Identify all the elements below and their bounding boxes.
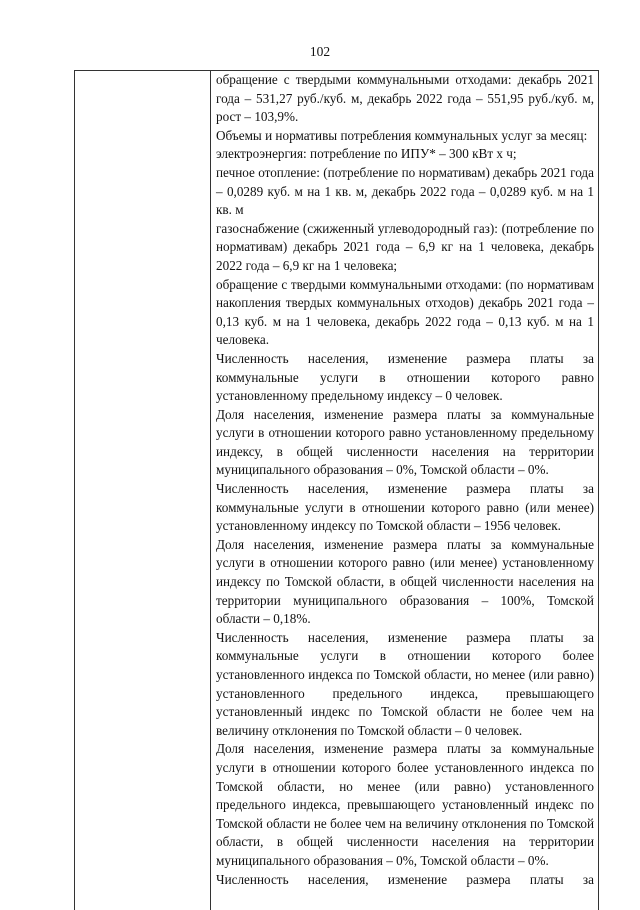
paragraph-population-above-index: Численность населения, изменение размера платы за коммунальные услуги в отношении которого более установленного индекса по Томской области, но менее (или равно) установленного предельного индекса, превышающего установленный индекс по Томской области не более чем на величину отклонения по Томской области – 0 человек.: [216, 629, 594, 738]
paragraph-share-regional-index: Доля населения, изменение размера платы за коммунальные услуги в отношении которого равно (или менее) установленному индексу по Томской области, в общей численности населения на территории муниципального образования – 100%, Томской области – 0,18%.: [216, 536, 594, 627]
paragraph-share-limit-index: Доля населения, изменение размера платы за коммунальные услуги в отношении которого равно установленному предельному индексу, в общей численности населения на территории муниципального образования – 0%, Томской области – 0%.: [216, 406, 594, 478]
document-table: [74, 70, 599, 910]
paragraph-tko-norms: обращение с твердыми коммунальными отходами: (по нормативам накопления твердых коммунальных отходов) декабрь 2021 года – 0,13 куб. м на 1 человека, декабрь 2022 года – 0,13 куб. м на 1 человека.: [216, 276, 594, 348]
paragraph-tko-tariff: обращение с твердыми коммунальными отходами: декабрь 2021 года – 531,27 руб./куб. м, декабрь 2022 года – 551,95 руб./куб. м, рост – 103,9%.: [216, 72, 594, 125]
page-number: 102: [309, 44, 331, 59]
paragraph-stove-heating: печное отопление: (потребление по нормативам) декабрь 2021 года – 0,0289 куб. м на 1 кв. м, декабрь 2022 года – 0,0289 куб. м на 1 кв. м: [216, 164, 594, 218]
paragraph-continued: Численность населения, изменение размера платы за: [216, 871, 594, 887]
paragraph-consumption-heading: Объемы и нормативы потребления коммунальных услуг за месяц:: [216, 127, 588, 143]
paragraph-population-regional-index: Численность населения, изменение размера платы за коммунальные услуги в отношении которого равно (или менее) установленному индексу по Томской области – 1956 человек.: [216, 481, 594, 534]
paragraph-gas-supply: газоснабжение (сжиженный углеводородный газ): (потребление по нормативам) декабрь 2021 года – 6,9 кг на 1 человека, декабрь 2022 года – 6,9 кг на 1 человека;: [216, 220, 594, 273]
paragraph-electricity: электроэнергия: потребление по ИПУ* – 300 кВт х ч;: [216, 146, 517, 162]
table-right-cell: [216, 71, 594, 889]
paragraph-share-above-index: Доля населения, изменение размера платы за коммунальные услуги в отношении которого более установленного индекса по Томской области, но менее (или равно) установленного предельного индекса, превышающего установленный индекс по Томской области не более чем на величину отклонения по Томской области, в общей численности населения на территории муниципального образования – 0%, Томской области – 0%.: [216, 741, 594, 868]
paragraph-population-limit-index: Численность населения, изменение размера платы за коммунальные услуги в отношении которого равно установленному предельному индексу – 0 человек.: [216, 350, 594, 404]
table-left-cell: [75, 71, 211, 910]
